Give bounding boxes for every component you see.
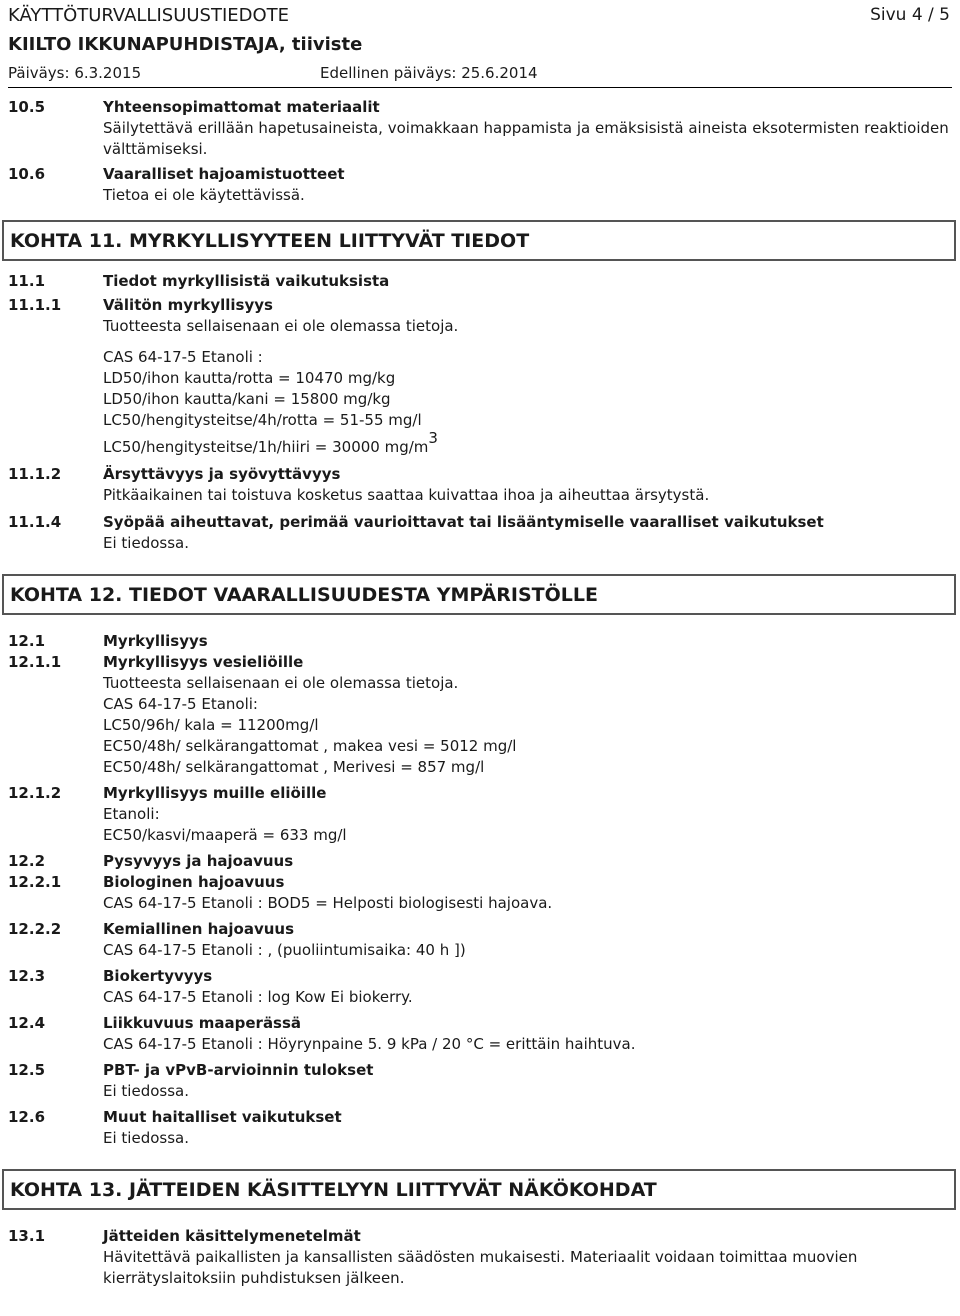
subsection-12-6	[8, 1107, 952, 1149]
ld50-rat: LD50/ihon kautta/rotta = 10470 mg/kg	[103, 369, 396, 387]
section-number: 12.1.1	[8, 653, 62, 671]
page-header	[8, 5, 952, 29]
section-title: Pysyvyys ja hajoavuus	[103, 852, 294, 870]
subsection-11-1-2	[8, 464, 952, 506]
ld50-rabbit: LD50/ihon kautta/kani = 15800 mg/kg	[103, 390, 391, 408]
section-text: Säilytettävä erillään hapetusaineista, voimakkaan happamista ja emäksisistä aineista eksotermisten reaktioiden välttämiseksi.	[103, 119, 949, 158]
section-number: 10.6	[8, 165, 46, 183]
section-title: Liikkuvuus maaperässä	[103, 1014, 302, 1032]
section-text: CAS 64-17-5 Etanoli : log Kow Ei biokerry.	[103, 988, 413, 1006]
section-number: 10.5	[8, 98, 46, 116]
section-number: 12.1	[8, 632, 46, 650]
subsection-11-1	[8, 271, 952, 292]
subsection-12-3	[8, 966, 952, 1008]
section-text: Tuotteesta sellaisenaan ei ole olemassa tietoja.	[103, 674, 459, 692]
section-number: 12.2.1	[8, 873, 62, 891]
subsection-12-2	[8, 851, 952, 872]
lc50-rat: LC50/hengitysteitse/4h/rotta = 51-55 mg/l	[103, 411, 422, 429]
section-text: EC50/48h/ selkärangattomat , Merivesi = 857 mg/l	[103, 758, 485, 776]
section-text: Tuotteesta sellaisenaan ei ole olemassa tietoja.	[103, 317, 459, 335]
section-number: 12.4	[8, 1014, 46, 1032]
subsection-12-2-1	[8, 872, 952, 914]
section-title: Muut haitalliset vaikutukset	[103, 1108, 342, 1126]
section-number: 12.5	[8, 1061, 46, 1079]
page-number: Sivu 4 / 5	[870, 5, 950, 25]
section-text: Hävitettävä paikallisten ja kansallisten säädösten mukaisesti. Materiaalit voidaan toimittaa muovien kierrätyslaitoksiin puhdistuksen jälkeen.	[103, 1248, 858, 1287]
section-number: 12.2.2	[8, 920, 62, 938]
document-type: KÄYTTÖTURVALLISUUSTIEDOTE	[8, 5, 290, 26]
section-title: Jätteiden käsittelymenetelmät	[103, 1227, 361, 1245]
subsection-12-1-1	[8, 652, 952, 778]
section-title: PBT- ja vPvB-arvioinnin tulokset	[103, 1061, 374, 1079]
section-title: Kemiallinen hajoavuus	[103, 920, 295, 938]
section-text: CAS 64-17-5 Etanoli : , (puoliintumisaika: 40 h ])	[103, 941, 466, 959]
cas-line: CAS 64-17-5 Etanoli :	[103, 348, 263, 366]
subsection-12-1-2	[8, 783, 952, 846]
section-title: Myrkyllisyys vesieliöille	[103, 653, 304, 671]
product-name: KIILTO IKKUNAPUHDISTAJA, tiiviste	[8, 34, 363, 55]
section-text: Ei tiedossa.	[103, 534, 189, 552]
section-title: Tiedot myrkyllisistä vaikutuksista	[103, 272, 390, 290]
section-number: 12.6	[8, 1108, 46, 1126]
section-text: Pitkäaikainen tai toistuva kosketus saattaa kuivattaa ihoa ja aiheuttaa ärsytystä.	[103, 486, 710, 504]
section-text: EC50/kasvi/maaperä = 633 mg/l	[103, 826, 347, 844]
section-text: Etanoli:	[103, 805, 160, 823]
section-text: CAS 64-17-5 Etanoli : BOD5 = Helposti biologisesti hajoava.	[103, 894, 553, 912]
section-title: Biologinen hajoavuus	[103, 873, 285, 891]
date-line	[8, 63, 952, 85]
section-title: Yhteensopimattomat materiaalit	[103, 98, 380, 116]
section-number: 11.1.4	[8, 513, 62, 531]
issue-date: Päiväys: 6.3.2015	[8, 64, 142, 82]
section-number: 12.3	[8, 967, 46, 985]
section-text: EC50/48h/ selkärangattomat , makea vesi = 5012 mg/l	[103, 737, 517, 755]
section-number: 11.1.1	[8, 296, 62, 314]
document-body	[8, 97, 952, 1289]
section-title: Myrkyllisyys	[103, 632, 208, 650]
subsection-12-5	[8, 1060, 952, 1102]
subsection-12-4	[8, 1013, 952, 1055]
subsection-13-1	[8, 1226, 952, 1289]
section-text: CAS 64-17-5 Etanoli : Höyrynpaine 5. 9 kPa / 20 °C = erittäin haihtuva.	[103, 1035, 636, 1053]
section-text: Ei tiedossa.	[103, 1129, 189, 1147]
section-heading-12: KOHTA 12. TIEDOT VAARALLISUUDESTA YMPÄRISTÖLLE	[2, 574, 956, 615]
subsection-12-1	[8, 631, 952, 652]
section-text: CAS 64-17-5 Etanoli:	[103, 695, 258, 713]
subsection-10-6	[8, 164, 952, 206]
subsection-11-1-4	[8, 512, 952, 554]
subsection-10-5	[8, 97, 952, 160]
section-title: Välitön myrkyllisyys	[103, 296, 273, 314]
lc50-mouse: LC50/hengitysteitse/1h/hiiri = 30000 $mg/m^3$	[103, 429, 438, 456]
section-number: 12.2	[8, 852, 46, 870]
section-number: 11.1	[8, 272, 46, 290]
section-title: Biokertyvyys	[103, 967, 213, 985]
section-number: 12.1.2	[8, 784, 62, 802]
section-text: Ei tiedossa.	[103, 1082, 189, 1100]
section-heading-11: KOHTA 11. MYRKYLLISYYTEEN LIITTYVÄT TIEDOT	[2, 220, 956, 261]
section-title: Vaaralliset hajoamistuotteet	[103, 165, 345, 183]
section-title: Myrkyllisyys muille eliöille	[103, 784, 327, 802]
subsection-12-2-2	[8, 919, 952, 961]
section-heading-13: KOHTA 13. JÄTTEIDEN KÄSITTELYYN LIITTYVÄT NÄKÖKOHDAT	[2, 1169, 956, 1210]
previous-date: Edellinen päiväys: 25.6.2014	[320, 64, 538, 82]
header-divider	[8, 87, 952, 88]
section-title: Ärsyttävyys ja syövyttävyys	[103, 465, 341, 483]
section-number: 11.1.2	[8, 465, 62, 483]
section-number: 13.1	[8, 1227, 46, 1245]
section-text: LC50/96h/ kala = 11200mg/l	[103, 716, 319, 734]
section-text: Tietoa ei ole käytettävissä.	[103, 186, 305, 204]
subsection-11-1-1	[8, 295, 952, 458]
section-title: Syöpää aiheuttavat, perimää vaurioittavat tai lisääntymiselle vaaralliset vaikutukset	[103, 513, 824, 531]
